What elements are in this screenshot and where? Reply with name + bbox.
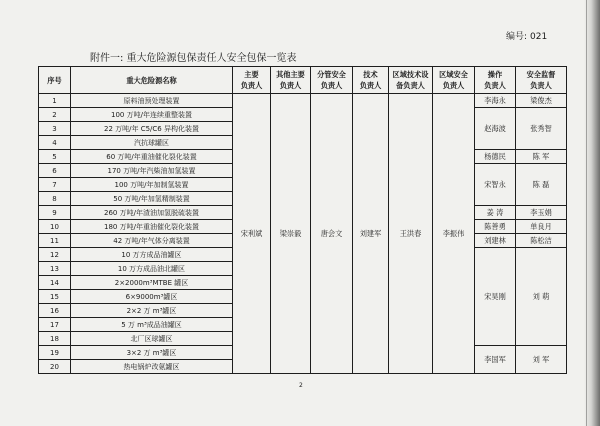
hazard-source-name: 60 万吨/年重油催化裂化装置 xyxy=(71,150,233,164)
row-number: 1 xyxy=(39,94,71,108)
safety-supervisor-person: 李玉娟 xyxy=(516,206,567,220)
hazard-source-name: 180 万吨/年重油催化裂化装置 xyxy=(71,220,233,234)
safety-supervisor-person: 单良月 xyxy=(516,220,567,234)
operator-person: 李国军 xyxy=(475,346,516,374)
hazard-source-name: 热电锅炉改氨罐区 xyxy=(71,360,233,374)
header-row xyxy=(39,67,567,94)
row-number: 15 xyxy=(39,290,71,304)
row-number: 3 xyxy=(39,122,71,136)
header-hazard-name: 重大危险源名称 xyxy=(71,67,233,94)
hazard-source-name: 2×2 万 m³罐区 xyxy=(71,304,233,318)
responsible-area-safety: 李振伟 xyxy=(433,94,475,374)
header-technical-person: 技术 负责人 xyxy=(353,67,389,94)
table-row xyxy=(39,94,567,108)
row-number: 11 xyxy=(39,234,71,248)
hazard-source-name: 原料油预处理装置 xyxy=(71,94,233,108)
hazard-source-name: 22 万吨/年 C5/C6 异构化装置 xyxy=(71,122,233,136)
operator-person: 宋昊刚 xyxy=(475,248,516,346)
page-number: 2 xyxy=(299,382,303,389)
operator-person: 姜 涛 xyxy=(475,206,516,220)
document-number-label: 编号: xyxy=(506,32,528,42)
hazard-source-name: 100 万吨/年连续重整装置 xyxy=(71,108,233,122)
row-number: 12 xyxy=(39,248,71,262)
safety-supervisor-person: 刘 萌 xyxy=(516,248,567,346)
hazard-source-name: 100 万吨/年加制氢装置 xyxy=(71,178,233,192)
row-number: 16 xyxy=(39,304,71,318)
document-title: 附件一: 重大危险源包保责任人安全包保一览表 xyxy=(90,53,297,64)
safety-supervisor-person: 梁俊杰 xyxy=(516,94,567,108)
responsible-other-main: 梁崇毅 xyxy=(271,94,311,374)
table-body xyxy=(39,94,567,374)
hazard-source-name: 170 万吨/年汽柴油加氢装置 xyxy=(71,164,233,178)
hazard-source-name: 北厂区球罐区 xyxy=(71,332,233,346)
header-area-safety: 区域安全 负责人 xyxy=(433,67,475,94)
header-area-tech-equipment: 区域技术设 备负责人 xyxy=(389,67,433,94)
header-safety-in-charge: 分管安全 负责人 xyxy=(311,67,353,94)
operator-person: 杨德民 xyxy=(475,150,516,164)
responsible-area-technical-equipment: 王洪春 xyxy=(389,94,433,374)
safety-supervisor-person: 张秀智 xyxy=(516,108,567,150)
document-number xyxy=(506,29,547,42)
operator-person: 陈善勇 xyxy=(475,220,516,234)
scan-edge-line xyxy=(586,0,587,426)
header-operator: 操作 负责人 xyxy=(475,67,516,94)
row-number: 5 xyxy=(39,150,71,164)
hazard-source-name: 6×9000m³罐区 xyxy=(71,290,233,304)
row-number: 14 xyxy=(39,276,71,290)
safety-supervisor-person: 刘 军 xyxy=(516,346,567,374)
hazard-source-name: 3×2 万 m³罐区 xyxy=(71,346,233,360)
hazard-responsibility-table xyxy=(38,66,567,374)
row-number: 18 xyxy=(39,332,71,346)
row-number: 10 xyxy=(39,220,71,234)
row-number: 2 xyxy=(39,108,71,122)
row-number: 9 xyxy=(39,206,71,220)
responsible-safety-in-charge: 唐会文 xyxy=(311,94,353,374)
table-header xyxy=(39,67,567,94)
hazard-source-name: 10 万方成品油罐区 xyxy=(71,248,233,262)
row-number: 8 xyxy=(39,192,71,206)
row-number: 6 xyxy=(39,164,71,178)
row-number: 20 xyxy=(39,360,71,374)
row-number: 4 xyxy=(39,136,71,150)
safety-supervisor-person: 陈 军 xyxy=(516,150,567,164)
safety-supervisor-person: 陈松洁 xyxy=(516,234,567,248)
hazard-source-name: 10 万方成品油北罐区 xyxy=(71,262,233,276)
hazard-source-name: 260 万吨/年渣油加氢脱硫装置 xyxy=(71,206,233,220)
operator-person: 刘建林 xyxy=(475,234,516,248)
document-number-value: 021 xyxy=(530,32,548,42)
responsible-technical: 刘建军 xyxy=(353,94,389,374)
hazard-source-name: 5 万 m³成品油罐区 xyxy=(71,318,233,332)
hazard-source-name: 汽抗球罐区 xyxy=(71,136,233,150)
header-safety-supervisor: 安全监督 负责人 xyxy=(516,67,567,94)
safety-supervisor-person: 陈 磊 xyxy=(516,164,567,206)
row-number: 17 xyxy=(39,318,71,332)
hazard-source-name: 2×2000m³MTBE 罐区 xyxy=(71,276,233,290)
header-other-main-person: 其他主要 负责人 xyxy=(271,67,311,94)
row-number: 19 xyxy=(39,346,71,360)
operator-person: 李海永 xyxy=(475,94,516,108)
responsible-main: 宋利斌 xyxy=(233,94,271,374)
header-no: 序号 xyxy=(39,67,71,94)
operator-person: 宋智永 xyxy=(475,164,516,206)
header-main-person: 主要 负责人 xyxy=(233,67,271,94)
row-number: 7 xyxy=(39,178,71,192)
row-number: 13 xyxy=(39,262,71,276)
hazard-source-name: 42 万吨/年气体分离装置 xyxy=(71,234,233,248)
hazard-source-name: 50 万吨/年加氢精制装置 xyxy=(71,192,233,206)
operator-person: 赵海波 xyxy=(475,108,516,150)
